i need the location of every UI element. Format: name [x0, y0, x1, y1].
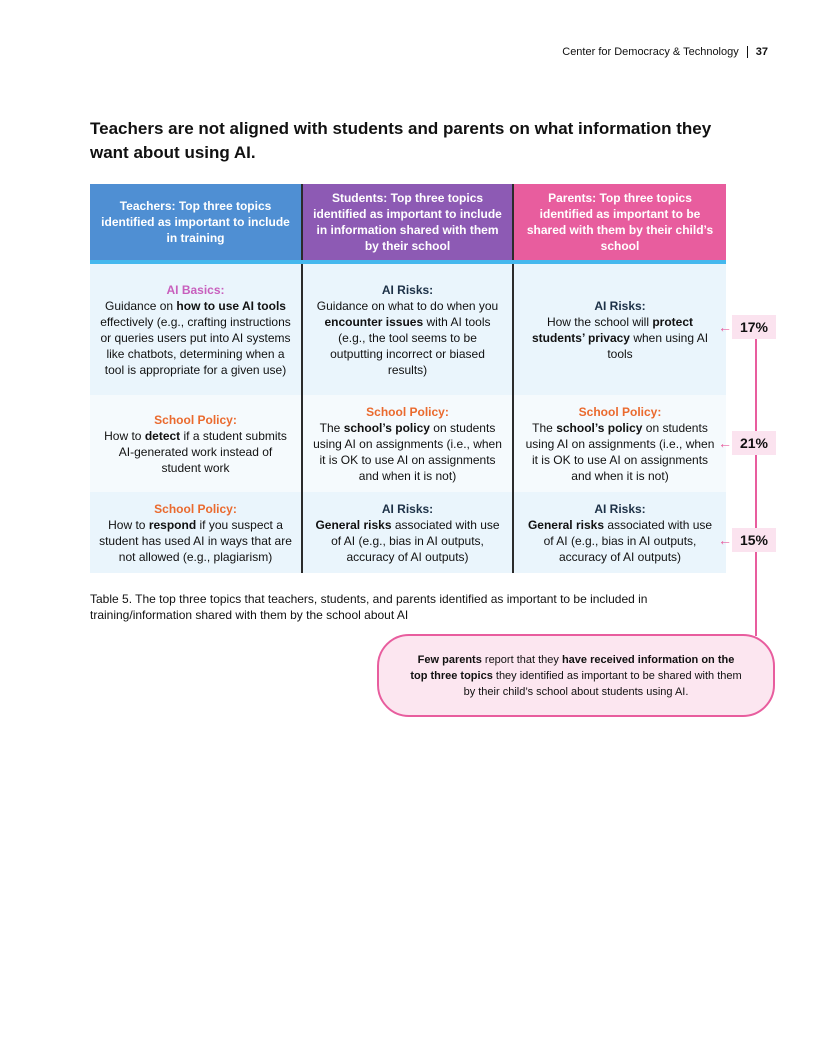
cell-text: Guidance on what to do when you: [316, 298, 499, 313]
cell-text: How to: [108, 517, 149, 532]
callout-emphasis: have received information on the top three topics: [410, 653, 735, 682]
category-label: AI Risks:: [594, 501, 646, 516]
cell-text: on students using AI on assignments (i.e., when it is OK to use AI on assignments and when it is not): [313, 420, 502, 483]
cell-teachers-2: [90, 395, 301, 492]
cell-text: The: [532, 420, 557, 435]
callout-box: [377, 634, 775, 717]
category-label: School Policy:: [154, 501, 237, 516]
arrow-left-icon: ←: [718, 532, 732, 548]
cell-emphasis: General risks: [315, 517, 392, 532]
callout-text-part: report that they: [481, 653, 562, 666]
cell-text: when using AI tools: [607, 330, 709, 361]
cell-parents-3: [514, 492, 726, 573]
running-header: [562, 46, 768, 58]
header-divider: [747, 46, 748, 58]
cell-parents-2: [514, 395, 726, 492]
cell-emphasis: school’s policy: [556, 420, 643, 435]
category-label: School Policy:: [578, 404, 662, 419]
cell-emphasis: respond: [148, 517, 197, 532]
parent-percent-badge: 21%: [732, 431, 776, 455]
cell-text: associated with use of AI (e.g., bias in AI outputs, accuracy of AI outputs): [543, 517, 713, 564]
page-number: 37: [755, 46, 768, 58]
category-label: AI Risks:: [381, 282, 434, 297]
arrow-left-icon: ←: [718, 319, 732, 335]
cell-text: if you suspect a student has used AI in ways that are not allowed (e.g., plagiarism): [99, 517, 292, 564]
header-students: Students: Top three topics identified as important to include in information shared with them by their school: [301, 184, 514, 260]
cell-students-3: [301, 492, 514, 573]
cell-teachers-1: [90, 264, 301, 395]
connector-line: [755, 552, 757, 636]
cell-text: with AI tools (e.g., the tool seems to be outputting incorrect or biased results): [330, 314, 491, 377]
annotation-row-2: [718, 431, 776, 455]
topics-table: [90, 184, 726, 573]
cell-text: if a student submits AI-generated work instead of student work: [118, 428, 287, 475]
cell-parents-1: [514, 264, 726, 395]
cell-emphasis: how to use AI tools: [176, 298, 286, 313]
category-label: School Policy:: [154, 412, 237, 427]
annotation-row-3: [718, 528, 776, 552]
callout-text-part: they identified as important to be shared with them by their child’s school about students using AI.: [463, 669, 742, 698]
category-label: School Policy:: [366, 404, 449, 419]
category-label: AI Risks:: [381, 501, 434, 516]
annotation-row-1: [718, 315, 776, 339]
section-title: Teachers are not aligned with students and parents on what information they want about using AI.: [90, 119, 712, 162]
parent-percent-badge: 15%: [732, 528, 776, 552]
cell-text: The: [319, 420, 344, 435]
connector-line: [755, 455, 757, 528]
arrow-left-icon: ←: [718, 435, 732, 451]
cell-emphasis: encounter issues: [324, 314, 424, 329]
category-label: AI Basics:: [166, 282, 225, 297]
header-teachers: Teachers: Top three topics identified as important to include in training: [90, 184, 301, 260]
org-name: Center for Democracy & Technology: [562, 46, 739, 58]
cell-text: on students using AI on assignments (i.e., when it is OK to use AI on assignments and when it is not): [525, 420, 715, 483]
category-label: AI Risks:: [594, 298, 646, 313]
cell-emphasis: protect students’ privacy: [531, 314, 694, 345]
cell-text: Guidance on: [105, 298, 177, 313]
table-caption: Table 5. The top three topics that teachers, students, and parents identified as important to be included in training/information shared with them by the school about AI: [90, 592, 648, 622]
cell-teachers-3: [90, 492, 301, 573]
cell-students-2: [301, 395, 514, 492]
cell-emphasis: General risks: [527, 517, 604, 532]
cell-text: effectively (e.g., crafting instructions or queries users put into AI systems like chatbots, determining when a tool is appropriate for a given use): [100, 314, 291, 377]
callout-emphasis: Few parents: [417, 653, 482, 666]
connector-line: [755, 339, 757, 431]
parent-percent-badge: 17%: [732, 315, 776, 339]
cell-emphasis: detect: [144, 428, 181, 443]
cell-text: How the school will: [546, 314, 653, 329]
cell-text: associated with use of AI (e.g., bias in AI outputs, accuracy of AI outputs): [331, 517, 500, 564]
cell-emphasis: school’s policy: [343, 420, 430, 435]
cell-text: How to: [104, 428, 145, 443]
header-parents: Parents: Top three topics identified as important to be shared with them by their child’s school: [514, 184, 726, 260]
callout-text: [409, 652, 743, 700]
cell-students-1: [301, 264, 514, 395]
